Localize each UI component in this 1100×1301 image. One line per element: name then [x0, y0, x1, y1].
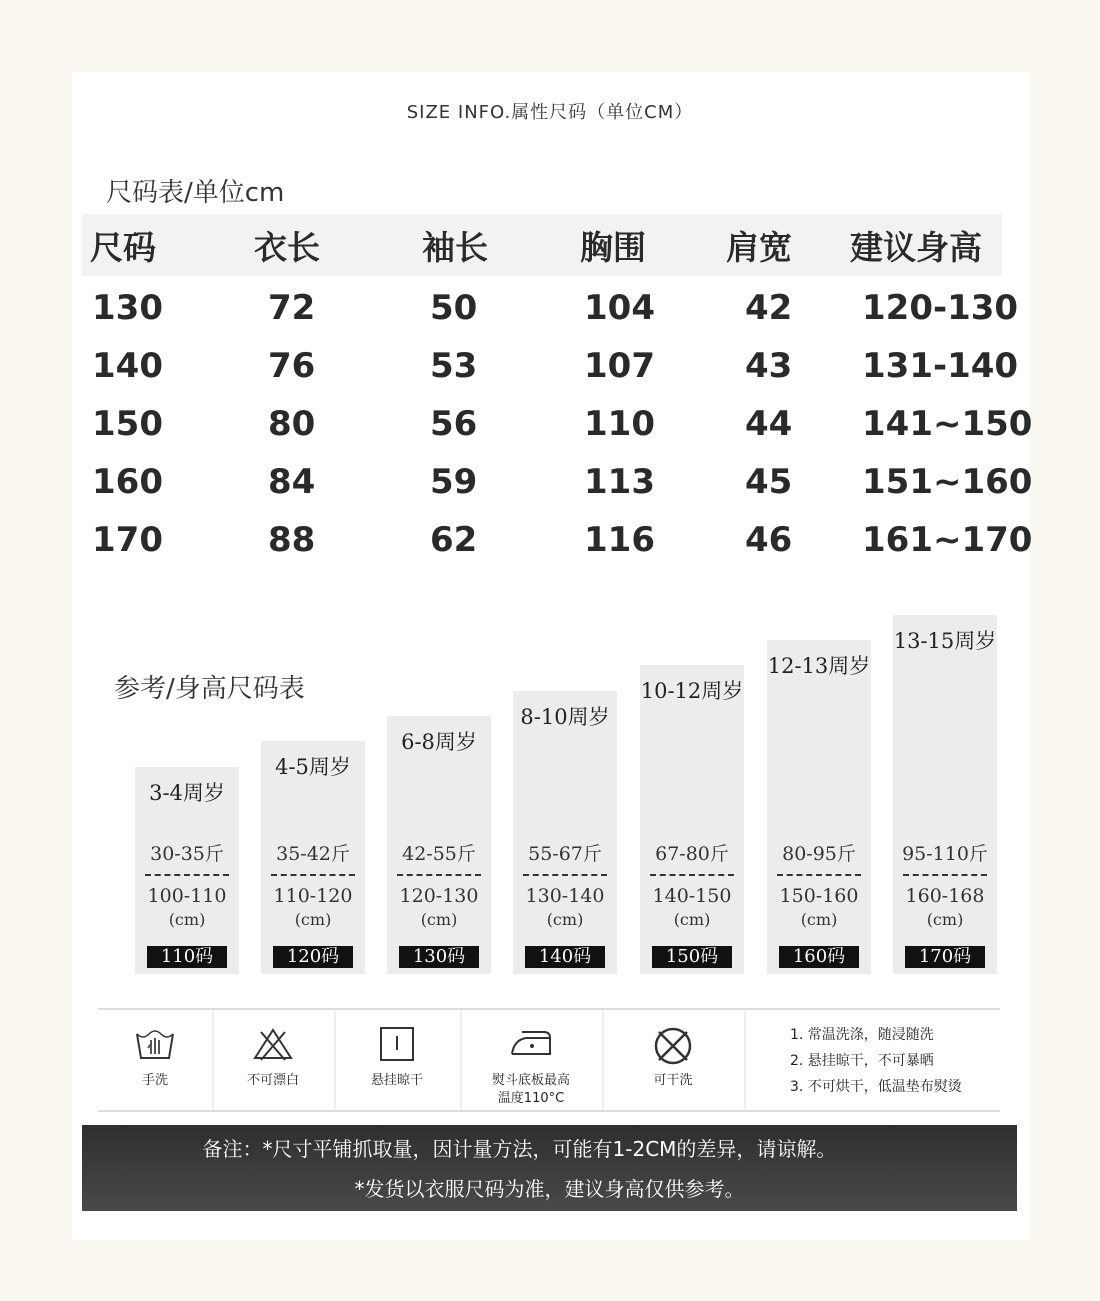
reference-bar: [767, 640, 871, 974]
size-table-cell: 84: [268, 462, 316, 502]
care-item-iron: 熨斗底板最高 温度110°C: [460, 1010, 604, 1110]
care-item-no-bleach: 不可漂白: [212, 1010, 336, 1110]
reference-bar: [893, 615, 997, 974]
size-table-header-5: 建议身高: [850, 228, 982, 267]
bar-weight: 95-110斤: [902, 843, 988, 865]
size-table-cell: 116: [584, 520, 655, 560]
bar-weight: 42-55斤: [402, 843, 476, 865]
size-table-cell: 62: [430, 520, 478, 560]
care-item-dry-clean: 可干洗: [602, 1010, 746, 1110]
bar-size-badge: 150码: [652, 946, 732, 968]
size-table-cell: 56: [430, 404, 478, 444]
bar-unit: (cm): [420, 910, 458, 929]
size-table-cell: 53: [430, 346, 478, 386]
bar-divider: [397, 874, 481, 876]
bar-unit: (cm): [294, 910, 332, 929]
bar-size-badge: 140码: [525, 946, 605, 968]
reference-bar: [513, 691, 617, 974]
bar-weight: 55-67斤: [528, 843, 602, 865]
size-table-cell: 170: [92, 520, 163, 560]
bar-unit: (cm): [800, 910, 838, 929]
bar-height: 140-150: [652, 885, 732, 907]
bar-size-badge: 110码: [147, 946, 227, 968]
bar-height: 160-168: [905, 885, 985, 907]
size-table-title: 尺码表/单位cm: [106, 178, 285, 208]
size-table-cell: 44: [745, 404, 793, 444]
size-table-cell: 130: [92, 288, 163, 328]
bar-divider: [650, 874, 734, 876]
reference-bar: [387, 716, 491, 974]
size-table-header-4: 肩宽: [726, 228, 792, 267]
size-table-cell: 88: [268, 520, 316, 560]
dry-clean-icon: [602, 1024, 744, 1068]
size-table-cell: 76: [268, 346, 316, 386]
bar-age: 13-15周岁: [893, 629, 997, 653]
care-item-hang-dry: 悬挂晾干: [334, 1010, 462, 1110]
bar-height: 110-120: [273, 885, 353, 907]
bar-age: 12-13周岁: [767, 654, 871, 678]
bar-age: 8-10周岁: [520, 705, 610, 729]
bar-height: 150-160: [779, 885, 859, 907]
size-table-cell: 131-140: [862, 346, 1019, 386]
bar-size-badge: 170码: [905, 946, 985, 968]
bar-divider: [271, 874, 355, 876]
size-table-cell: 72: [268, 288, 316, 328]
footer-note: [82, 1125, 1017, 1211]
size-table-cell: 113: [584, 462, 655, 502]
size-table-header-3: 胸围: [580, 228, 646, 267]
size-table-cell: 141~150: [862, 404, 1033, 444]
size-table-header-1: 衣长: [254, 228, 320, 267]
care-item-hand-wash: 手洗: [98, 1010, 214, 1110]
care-note: 2. 悬挂晾干，不可暴晒: [790, 1053, 934, 1069]
bar-height: 130-140: [525, 885, 605, 907]
size-table-cell: 160: [92, 462, 163, 502]
bar-unit: (cm): [673, 910, 711, 929]
bar-age: 10-12周岁: [640, 679, 744, 703]
size-table-cell: 107: [584, 346, 655, 386]
bar-divider: [903, 874, 987, 876]
bar-size-badge: 120码: [273, 946, 353, 968]
bar-unit: (cm): [546, 910, 584, 929]
care-note: 3. 不可烘干，低温垫布熨烫: [790, 1079, 962, 1095]
bar-unit: (cm): [926, 910, 964, 929]
reference-bar: [135, 767, 239, 974]
size-table-cell: 161~170: [862, 520, 1033, 560]
bar-weight: 67-80斤: [655, 843, 729, 865]
bar-weight: 80-95斤: [782, 843, 856, 865]
bar-height: 120-130: [399, 885, 479, 907]
bar-age: 6-8周岁: [401, 730, 477, 754]
page-title: SIZE INFO.属性尺码（单位CM）: [406, 102, 694, 123]
bar-height: 100-110: [147, 885, 227, 907]
bar-divider: [145, 874, 229, 876]
bar-divider: [777, 874, 861, 876]
size-table-cell: 80: [268, 404, 316, 444]
bar-age: 4-5周岁: [275, 755, 351, 779]
size-table-cell: 42: [745, 288, 793, 328]
footer-line-2: *发货以衣服尺码为准，建议身高仅供参考。: [354, 1177, 745, 1201]
footer-line-1: 备注：*尺寸平铺抓取量，因计量方法，可能有1-2CM的差异，请谅解。: [202, 1137, 837, 1161]
size-table-cell: 59: [430, 462, 478, 502]
size-table-cell: 110: [584, 404, 655, 444]
no-bleach-icon: [212, 1024, 334, 1068]
size-table-header-0: 尺码: [90, 228, 156, 267]
bar-size-badge: 130码: [399, 946, 479, 968]
bar-size-badge: 160码: [779, 946, 859, 968]
size-table-cell: 43: [745, 346, 793, 386]
size-table-cell: 140: [92, 346, 163, 386]
care-notes: [790, 1022, 962, 1100]
size-table-cell: 45: [745, 462, 793, 502]
size-table-cell: 104: [584, 288, 655, 328]
bar-weight: 30-35斤: [150, 843, 224, 865]
reference-bar: [261, 741, 365, 974]
care-note: 1. 常温洗涤，随浸随洗: [790, 1027, 934, 1043]
size-table-cell: 151~160: [862, 462, 1033, 502]
reference-bar: [640, 665, 744, 974]
size-table-cell: 120-130: [862, 288, 1019, 328]
bar-age: 3-4周岁: [149, 781, 225, 805]
size-table-cell: 50: [430, 288, 478, 328]
bar-weight: 35-42斤: [276, 843, 350, 865]
size-table-cell: 150: [92, 404, 163, 444]
size-table-header-2: 袖长: [422, 228, 488, 267]
bar-divider: [523, 874, 607, 876]
hand-wash-icon: [98, 1024, 212, 1068]
reference-title: 参考/身高尺码表: [114, 674, 305, 704]
bar-unit: (cm): [168, 910, 206, 929]
iron-icon: [460, 1024, 602, 1068]
hang-dry-icon: [334, 1024, 460, 1068]
size-table-cell: 46: [745, 520, 793, 560]
